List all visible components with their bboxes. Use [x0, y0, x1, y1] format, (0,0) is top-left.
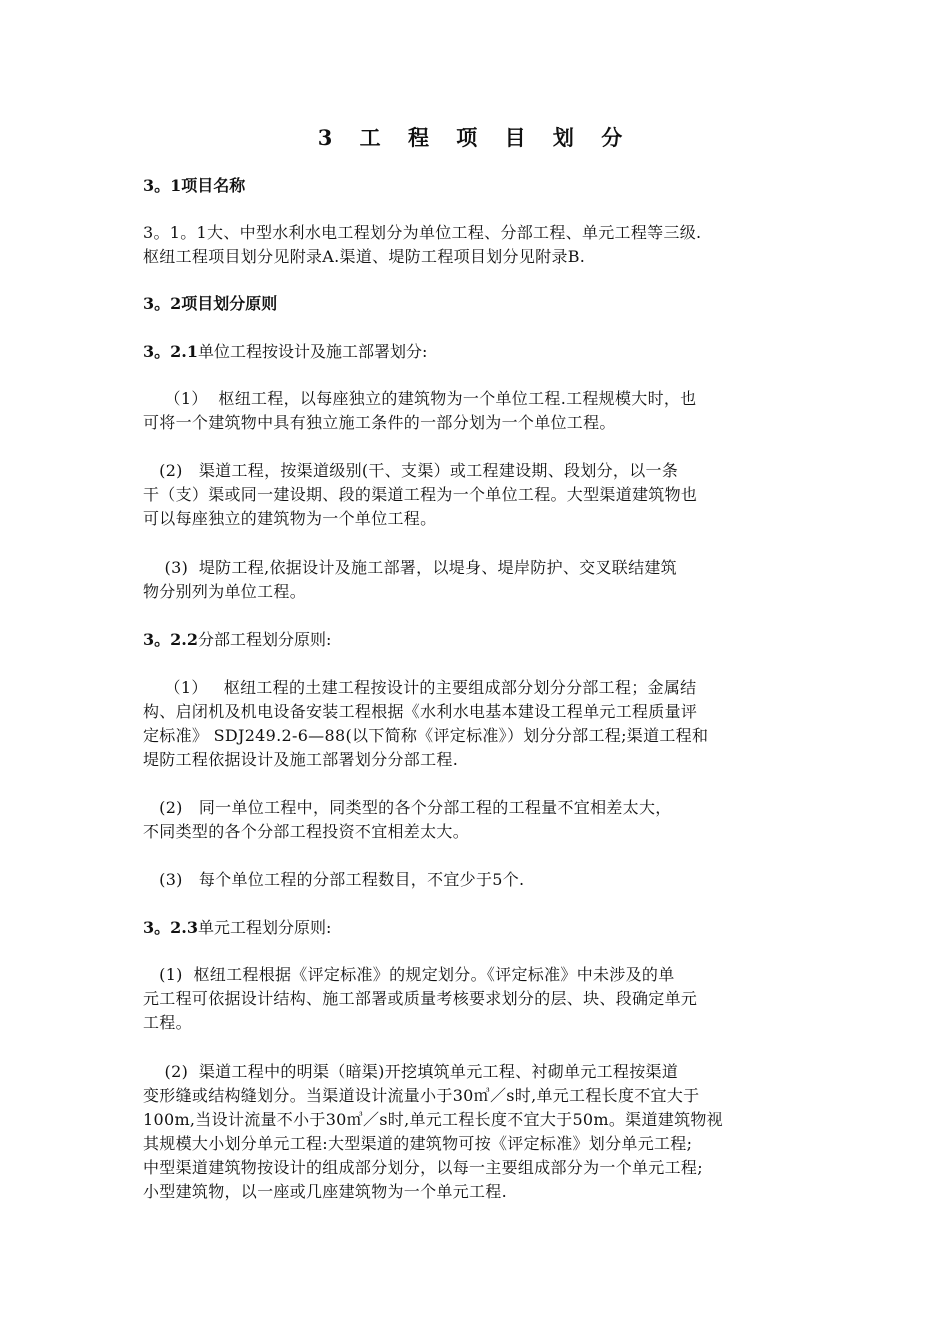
section-3-2-2-item-3: [143, 868, 808, 892]
section-number: 3。2.3: [143, 918, 198, 937]
section-3-2-3-item-1: [143, 963, 808, 1035]
text-line: 中型渠道建筑物按设计的组成部分划分，以每一主要组成部分为一个单元工程;: [143, 1158, 703, 1177]
page-title: 3 工 程 项 目 划 分: [317, 125, 633, 150]
text-line: 3。1。1大、中型水利水电工程划分为单位工程、分部工程、单元工程等三级.: [143, 223, 702, 242]
section-3-1-1-paragraph: [143, 221, 808, 269]
section-3-2-1-heading: [143, 340, 427, 364]
text-line: 可将一个建筑物中具有独立施工条件的一部分划为一个单位工程。: [143, 413, 616, 432]
text-line: 不同类型的各个分部工程投资不宜相差太大。: [143, 822, 470, 841]
section-text: 分部工程划分原则:: [197, 630, 332, 649]
text-line: (2) 渠道工程，按渠道级别(干、支渠）或工程建设期、段划分，以一条: [143, 461, 679, 480]
section-3-1-heading: 3。1项目名称: [143, 176, 246, 195]
text-line: (3) 每个单位工程的分部工程数目，不宜少于5个.: [143, 870, 525, 889]
text-line: (2) 渠道工程中的明渠（暗渠)开挖填筑单元工程、衬砌单元工程按渠道: [143, 1062, 679, 1081]
text-line: 其规模大小划分单元工程:大型渠道的建筑物可按《评定标准》划分单元工程;: [143, 1134, 693, 1153]
text-line: 定标准》 SDJ249.2-6—88(以下简称《评定标准》）划分分部工程;渠道工程和: [143, 726, 709, 745]
text-line: 元工程可依据设计结构、施工部署或质量考核要求划分的层、块、段确定单元: [143, 989, 698, 1008]
section-3-2-heading: 3。2项目划分原则: [143, 294, 278, 313]
section-number: 3。2.1: [143, 342, 198, 361]
text-line: 枢纽工程项目划分见附录A.渠道、堤防工程项目划分见附录B.: [143, 247, 586, 266]
text-line: (1) 枢纽工程根据《评定标准》的规定划分。《评定标准》中未涉及的单: [143, 965, 675, 984]
text-line: 变形缝或结构缝划分。当渠道设计流量小于30㎥／s时,单元工程长度不宜大于: [143, 1086, 700, 1105]
section-3-2-1-item-3: [143, 556, 808, 604]
section-3-2-2-heading: [143, 628, 331, 652]
text-line: （1） 枢纽工程的土建工程按设计的主要组成部分划分分部工程；金属结: [143, 678, 697, 697]
section-3-2-3-heading: [143, 916, 331, 940]
text-line: (3) 堤防工程,依据设计及施工部署，以堤身、堤岸防护、交叉联结建筑: [143, 558, 677, 577]
section-3-2-2-item-1: [143, 676, 808, 772]
text-line: 干（支）渠或同一建设期、段的渠道工程为一个单位工程。大型渠道建筑物也: [143, 485, 698, 504]
text-line: 物分别列为单位工程。: [143, 582, 307, 601]
section-text: 单位工程按设计及施工部署划分:: [197, 342, 428, 361]
text-line: 堤防工程依据设计及施工部署划分分部工程.: [143, 750, 459, 769]
text-line: 工程。: [143, 1013, 192, 1032]
section-3-2-3-item-2: [143, 1060, 808, 1204]
text-line: 构、启闭机及机电设备安装工程根据《水利水电基本建设工程单元工程质量评: [143, 702, 698, 721]
text-line: 可以每座独立的建筑物为一个单位工程。: [143, 509, 437, 528]
text-line: 小型建筑物，以一座或几座建筑物为一个单元工程.: [143, 1182, 507, 1201]
text-line: 100m,当设计流量不小于30㎥／s时,单元工程长度不宜大于50m。渠道建筑物视: [143, 1110, 723, 1129]
section-3-2-1-item-2: [143, 459, 808, 531]
section-text: 单元工程划分原则:: [197, 918, 332, 937]
section-number: 3。2.2: [143, 630, 198, 649]
text-line: (2) 同一单位工程中，同类型的各个分部工程的工程量不宜相差太大，: [143, 798, 672, 817]
section-3-2-1-item-1: [143, 387, 808, 435]
text-line: （1） 枢纽工程，以每座独立的建筑物为一个单位工程.工程规模大时，也: [143, 389, 697, 408]
section-3-2-2-item-2: [143, 796, 808, 844]
